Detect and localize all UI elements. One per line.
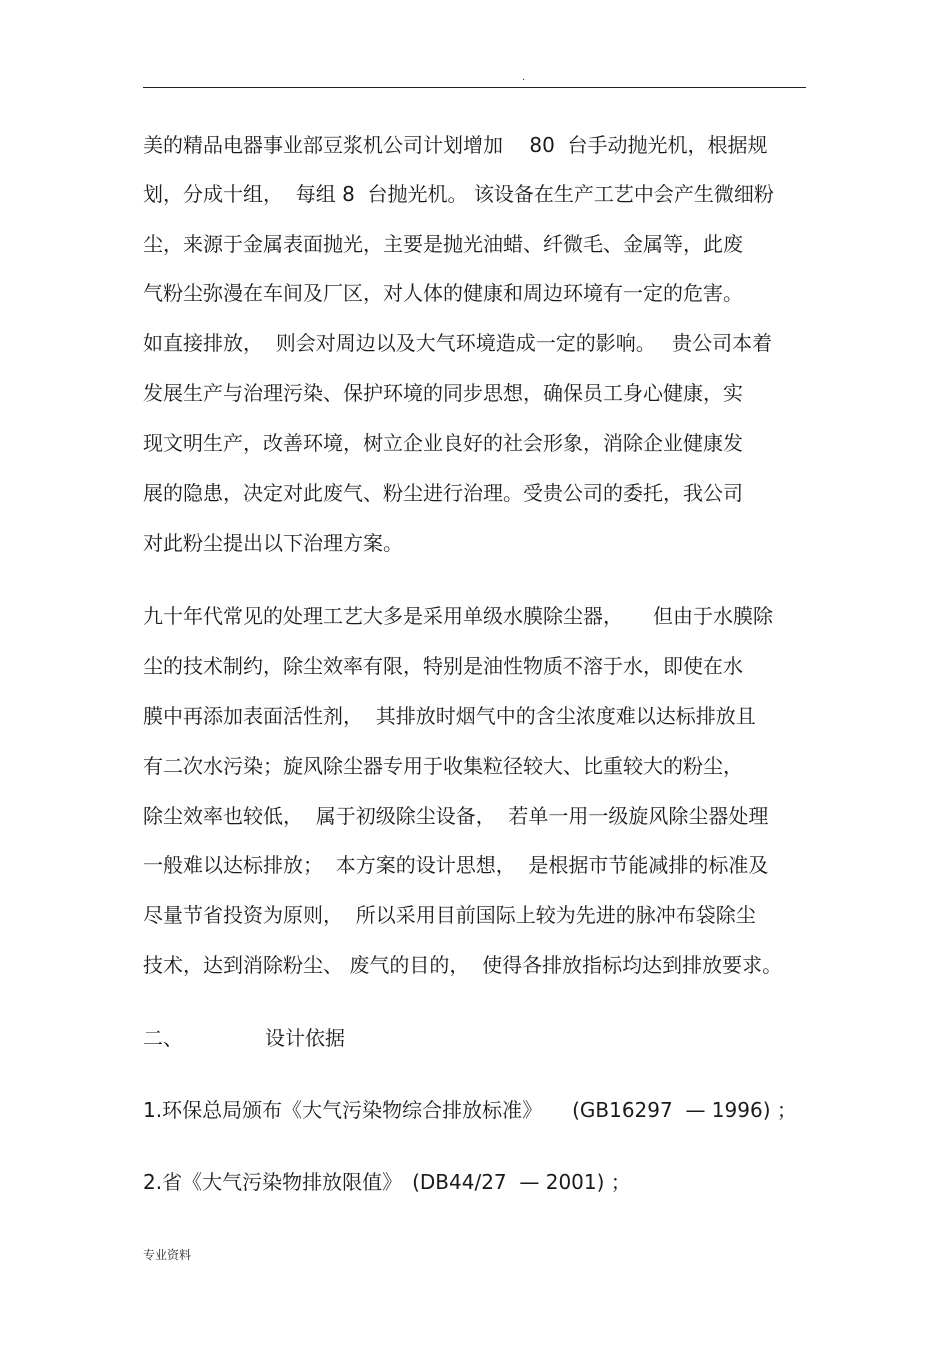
text-line: 如直接排放， 则会对周边以及大气环境造成一定的影响。 贵公司本着 xyxy=(143,331,773,355)
text-line: 尽量节省投资为原则， 所以采用目前国际上较为先进的脉冲布袋除尘 xyxy=(143,903,756,927)
text-line: 膜中再添加表面活性剂， 其排放时烟气中的含尘浓度难以达标排放且 xyxy=(143,704,756,728)
header-mark: . xyxy=(522,72,526,83)
text-line: 美的精品电器事业部豆浆机公司计划增加 80 台手动抛光机，根据规 xyxy=(143,133,768,157)
text-line: 有二次水污染；旋风除尘器专用于收集粒径较大、比重较大的粉尘， xyxy=(143,754,743,778)
text-line: 除尘效率也较低， 属于初级除尘设备， 若单一用一级旋风除尘器处理 xyxy=(143,804,769,828)
text-line: 现文明生产，改善环境，树立企业良好的社会形象，消除企业健康发 xyxy=(143,431,743,455)
text-line: 划，分成十组， 每组 8 台抛光机。 该设备在生产工艺中会产生微细粉 xyxy=(143,182,774,206)
text-line: 尘的技术制约，除尘效率有限，特别是油性物质不溶于水，即使在水 xyxy=(143,654,743,678)
header-rule xyxy=(143,87,806,88)
text-line: 九十年代常见的处理工艺大多是采用单级水膜除尘器， 但由于水膜除 xyxy=(143,604,773,628)
text-line: 对此粉尘提出以下治理方案。 xyxy=(143,531,403,555)
section-number: 二、 xyxy=(143,1026,183,1050)
section-title: 设计依据 xyxy=(265,1026,345,1050)
footer-label: 专业资料 xyxy=(143,1248,192,1262)
text-line: 尘，来源于金属表面抛光，主要是抛光油蜡、纤微毛、金属等，此废 xyxy=(143,232,743,256)
text-line: 发展生产与治理污染、保护环境的同步思想，确保员工身心健康，实 xyxy=(143,381,743,405)
reference-item: 1.环保总局颁布《大气污染物综合排放标准》 (GB16297 — 1996) ； xyxy=(143,1098,797,1122)
reference-item: 2.省《大气污染物排放限值》 (DB44/27 — 2001) ； xyxy=(143,1170,631,1194)
text-line: 一般难以达标排放； 本方案的设计思想， 是根据市节能减排的标准及 xyxy=(143,853,769,877)
text-line: 气粉尘弥漫在车间及厂区，对人体的健康和周边环境有一定的危害。 xyxy=(143,281,743,305)
text-line: 展的隐患，决定对此废气、粉尘进行治理。受贵公司的委托，我公司 xyxy=(143,481,743,505)
text-line: 技术，达到消除粉尘、 废气的目的， 使得各排放指标均达到排放要求。 xyxy=(143,953,783,977)
